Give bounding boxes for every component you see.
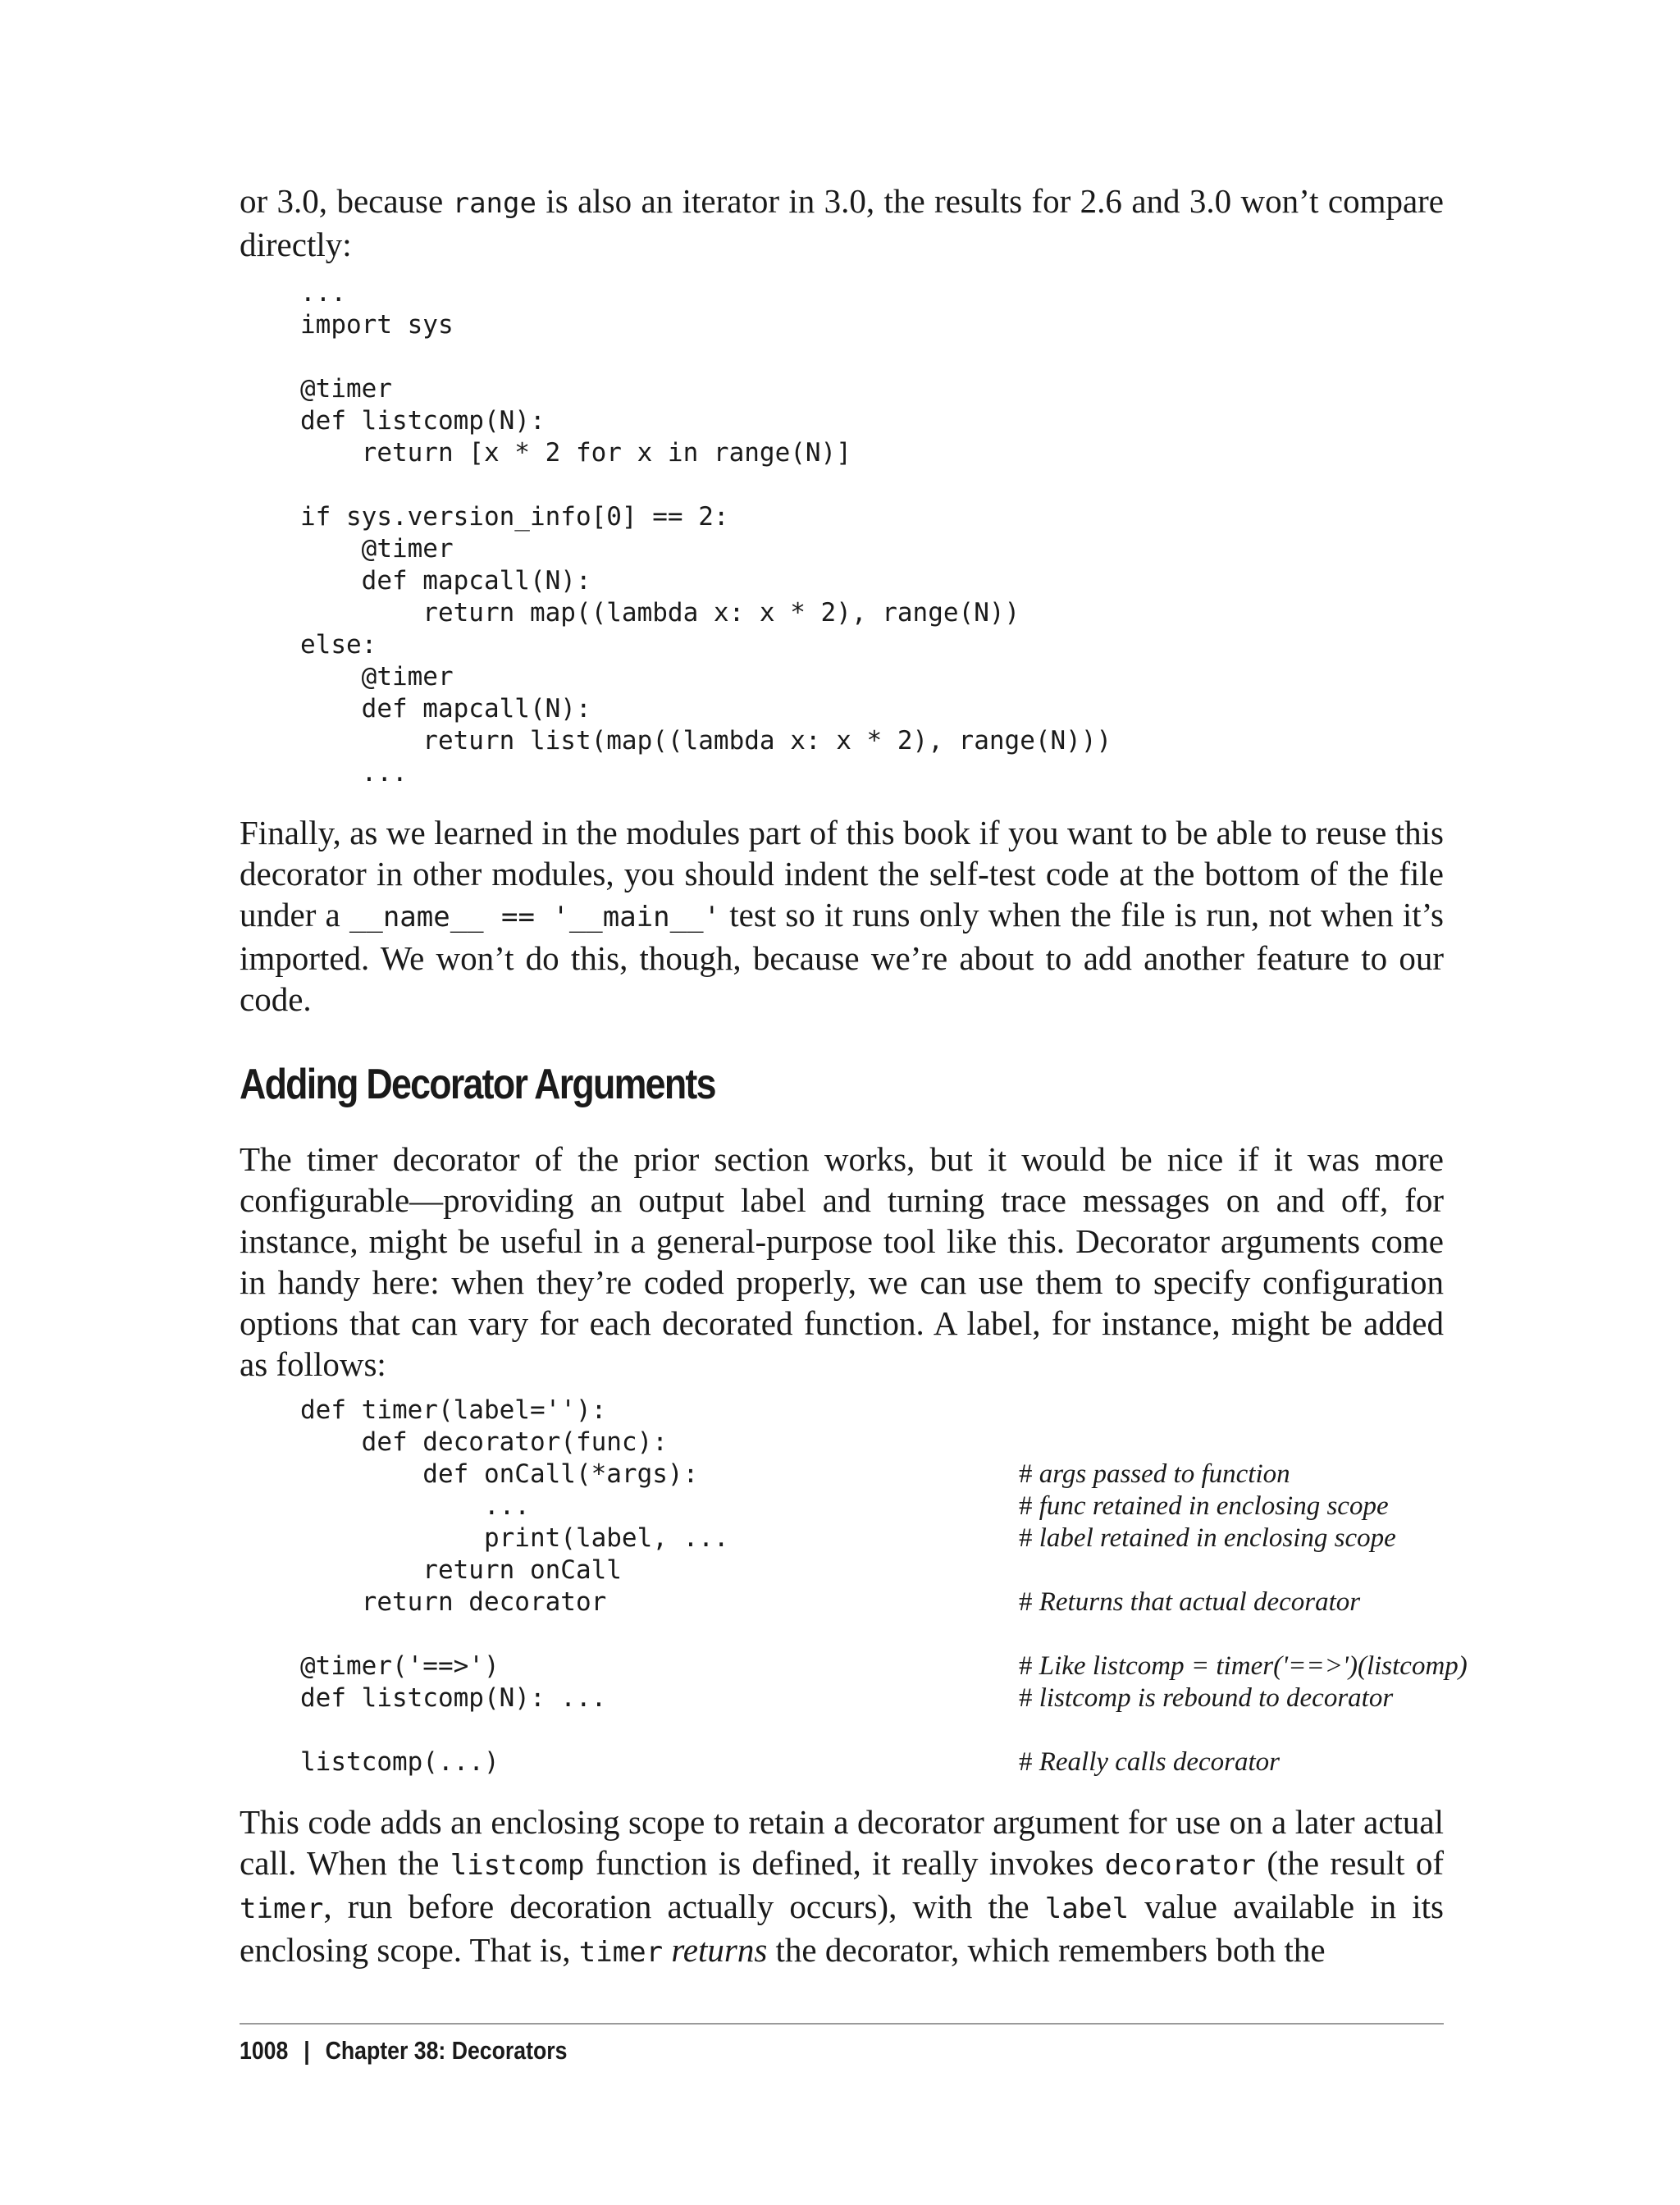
text-run: , run before decoration actually occurs), with the <box>323 1888 1045 1925</box>
code-line: @timer <box>300 662 454 692</box>
code-comment-text: Like listcomp = timer('==>')(listcomp) <box>1039 1651 1468 1681</box>
inline-code: __name__ == '__main__' <box>349 901 721 934</box>
code-comment-text: label retained in enclosing scope <box>1039 1523 1396 1553</box>
code-line: ... <box>300 758 408 788</box>
code-comment-text: args passed to function <box>1039 1459 1290 1489</box>
paragraph-enclosing-scope <box>240 1801 1444 1973</box>
text-run: Finally, as we learned in the modules part of this book if you want to be able to reuse this decorator in other modules, you should indent the self-test code at the bottom of the file under a <box>240 814 1444 934</box>
code-comment: # args passed to function <box>1019 1459 1290 1489</box>
code-row-blank <box>300 1714 1367 1746</box>
code-line: return map((lambda x: x * 2), range(N)) <box>300 598 1020 628</box>
code-line: def listcomp(N): <box>300 406 546 436</box>
paragraph-self-test <box>240 812 1444 1020</box>
footer-divider <box>240 2023 1444 2025</box>
emphasis-text: returns <box>671 1931 768 1969</box>
page-number: 1008 <box>240 2036 289 2065</box>
code-row <box>300 1427 1367 1459</box>
code-line: ... <box>300 278 346 308</box>
code-text: def listcomp(N): ... <box>300 1683 607 1713</box>
code-line <box>300 341 1112 373</box>
code-line: @timer <box>300 534 454 564</box>
code-row <box>300 1650 1468 1682</box>
text-run: test so it runs only when the file is run, not when it’s imported. We won’t do this, though, because we’re about to add another feature to our code. <box>240 896 1444 1018</box>
text-run: function is defined, it really invokes <box>584 1844 1105 1882</box>
code-block-timer-label <box>300 1395 1468 1778</box>
code-text: @timer('==>') <box>300 1651 500 1681</box>
code-comment: # Really calls decorator <box>1019 1747 1281 1777</box>
code-comment-text: listcomp is rebound to decorator <box>1039 1683 1394 1713</box>
code-row <box>300 1554 1367 1586</box>
code-comment: # Returns that actual decorator <box>1019 1587 1361 1617</box>
text-run: This code adds an enclosing scope to retain a decorator argument for use on a later actual call. When the <box>240 1803 1444 1882</box>
inline-code: decorator <box>1104 1849 1256 1882</box>
code-comment: # Like listcomp = timer('==>')(listcomp) <box>1019 1651 1468 1681</box>
code-block-timer-listcomp <box>300 277 1112 789</box>
section-heading: Adding Decorator Arguments <box>240 1061 715 1108</box>
code-line: else: <box>300 630 377 660</box>
code-line: return [x * 2 for x in range(N)] <box>300 438 851 468</box>
code-comment-text: func retained in enclosing scope <box>1039 1491 1389 1521</box>
inline-code: timer <box>240 1892 324 1925</box>
code-line <box>300 469 1112 501</box>
page-footer <box>240 2034 567 2067</box>
code-row <box>300 1459 1367 1491</box>
code-comment-text: Really calls decorator <box>1039 1747 1281 1777</box>
code-comment: # label retained in enclosing scope <box>1019 1523 1396 1553</box>
code-text: def onCall(*args): <box>300 1459 699 1489</box>
text-run: is also an iterator in 3.0, the results for 2.6 and 3.0 won’t compare directly: <box>240 182 1445 263</box>
inline-code: listcomp <box>450 1849 585 1882</box>
code-row <box>300 1491 1389 1522</box>
code-text: listcomp(...) <box>300 1747 500 1777</box>
code-text: def decorator(func): <box>300 1427 668 1457</box>
code-comment: # listcomp is rebound to decorator <box>1019 1683 1394 1713</box>
text-run: (the result of <box>1255 1844 1445 1882</box>
text-run <box>663 1931 671 1969</box>
code-line: if sys.version_info[0] == 2: <box>300 502 729 532</box>
code-row <box>300 1586 1367 1618</box>
code-line: def mapcall(N): <box>300 566 591 596</box>
text-run: value available in its enclosing scope. That is, <box>240 1888 1444 1969</box>
code-row <box>300 1682 1394 1714</box>
code-comment-text: Returns that actual decorator <box>1039 1587 1361 1617</box>
code-text: print(label, ... <box>300 1523 729 1553</box>
footer-separator: | <box>304 2036 310 2065</box>
code-line: @timer <box>300 374 392 404</box>
paragraph-range-iterator <box>240 180 1444 265</box>
code-row <box>300 1522 1396 1554</box>
paragraph-decorator-arguments: The timer decorator of the prior section works, but it would be nice if it was more configurable—providing an output label and turning trace messages on and off, for instance, might be useful in a general-purpose tool like this. Decorator arguments come in handy here: when they’re coded properly, we can use them to specify configuration options that can vary for each decorated function. A label, for instance, might be added as follows: <box>240 1140 1444 1383</box>
inline-code: timer <box>578 1936 664 1969</box>
text-run: the decorator, which remembers both the <box>767 1931 1326 1969</box>
code-text: ... <box>300 1491 530 1521</box>
text-run: or 3.0, because <box>240 182 453 220</box>
code-row-blank <box>300 1618 1367 1650</box>
code-row <box>300 1395 1367 1427</box>
code-line: return list(map((lambda x: x * 2), range(N))) <box>300 726 1112 756</box>
code-text: def timer(label=''): <box>300 1395 607 1425</box>
inline-code: label <box>1044 1892 1130 1925</box>
code-line: import sys <box>300 310 454 340</box>
chapter-title: Chapter 38: Decorators <box>325 2036 568 2065</box>
code-row <box>300 1746 1367 1778</box>
code-text: return onCall <box>300 1555 622 1585</box>
inline-code: range <box>452 187 536 220</box>
code-comment: # func retained in enclosing scope <box>1019 1491 1389 1521</box>
code-text: return decorator <box>300 1587 607 1617</box>
code-line: def mapcall(N): <box>300 694 591 724</box>
